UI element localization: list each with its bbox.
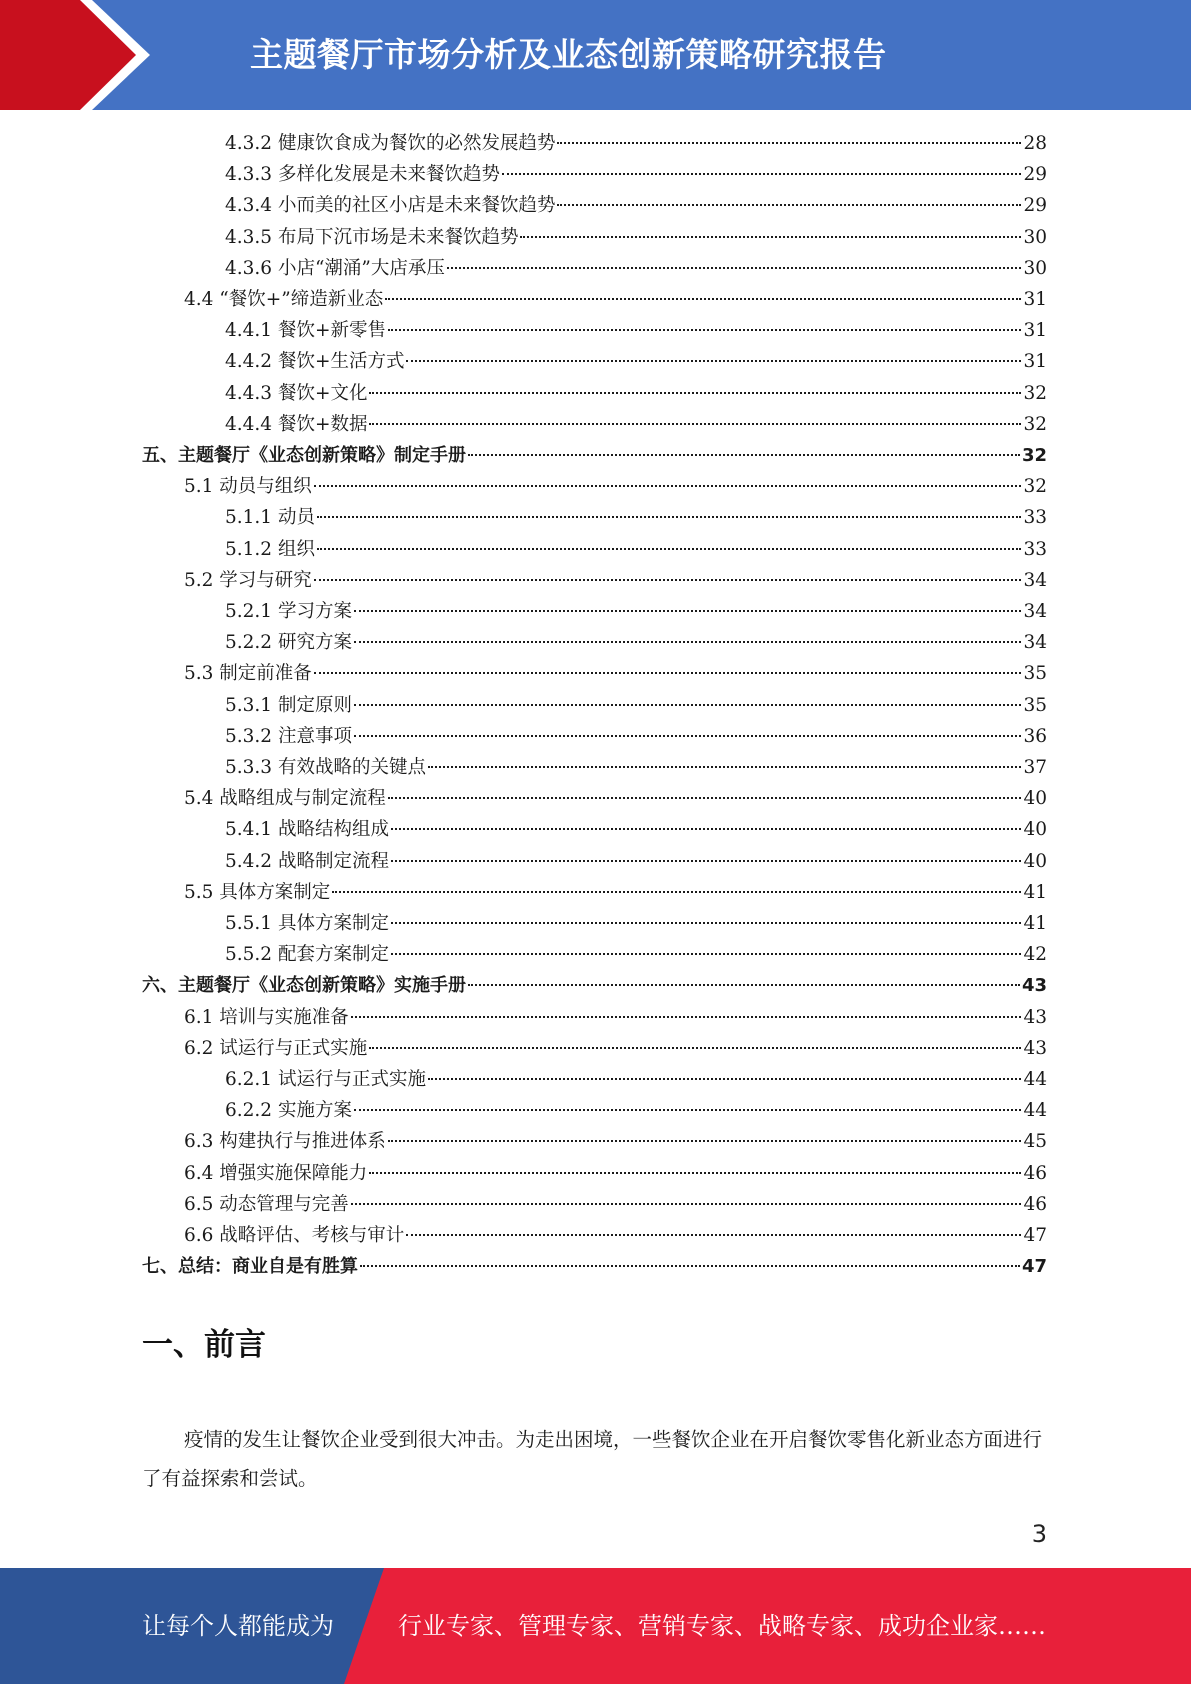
toc-entry-page: 40 <box>1023 788 1047 810</box>
toc-entry-label: 4.3.2 健康饮食成为餐饮的必然发展趋势 <box>225 133 556 154</box>
toc-entry-page: 34 <box>1023 632 1047 654</box>
toc-entry[interactable] <box>225 346 1047 377</box>
toc-entry[interactable] <box>184 658 1047 689</box>
toc-entry[interactable] <box>225 534 1047 565</box>
toc-entry-label: 5.4 战略组成与制定流程 <box>184 788 386 810</box>
toc-entry-label: 6.2.2 实施方案 <box>225 1100 352 1122</box>
toc-entry-label: 6.4 增强实施保障能力 <box>184 1162 368 1184</box>
toc-entry-page: 47 <box>1021 1256 1047 1278</box>
toc-dot-leader <box>406 360 1021 362</box>
toc-dot-leader <box>317 516 1022 518</box>
toc-dot-leader <box>468 984 1020 986</box>
toc-entry[interactable] <box>225 315 1047 346</box>
toc-entry[interactable] <box>225 190 1047 221</box>
toc-dot-leader <box>317 548 1022 550</box>
toc-entry-page: 44 <box>1023 1100 1047 1122</box>
toc-entry-page: 40 <box>1023 850 1047 872</box>
toc-entry-label: 4.4.1 餐饮+新零售 <box>225 320 386 342</box>
toc-entry-label: 5.1.1 动员 <box>225 507 315 529</box>
toc-dot-leader <box>351 1016 1022 1018</box>
page-header <box>0 0 1191 110</box>
toc-dot-leader <box>502 173 1021 175</box>
toc-entry[interactable] <box>225 222 1047 253</box>
document-title: 主题餐厅市场分析及业态创新策略研究报告 <box>250 35 887 74</box>
toc-dot-leader <box>360 1265 1020 1267</box>
toc-entry-label: 6.5 动态管理与完善 <box>184 1193 349 1215</box>
toc-entry[interactable] <box>225 627 1047 658</box>
page-number: 3 <box>1031 1520 1047 1548</box>
footer-slogan-left: 让每个人都能成为 <box>142 1612 334 1640</box>
toc-entry-label: 6.1 培训与实施准备 <box>184 1006 349 1028</box>
toc-entry-page: 32 <box>1023 413 1047 435</box>
toc-entry-page: 37 <box>1023 757 1047 778</box>
toc-entry-page: 43 <box>1023 1037 1047 1059</box>
toc-entry-label: 6.2 试运行与正式实施 <box>184 1037 368 1059</box>
toc-entry-page: 46 <box>1023 1193 1047 1215</box>
toc-entry-label: 6.2.1 试运行与正式实施 <box>225 1069 426 1090</box>
toc-entry-page: 32 <box>1023 382 1047 404</box>
toc-dot-leader <box>332 891 1021 893</box>
body-paragraph: 疫情的发生让餐饮企业受到很大冲击。为走出困境，一些餐饮企业在开启餐饮零售化新业态方面进行了有益探索和尝试。 <box>142 1428 1043 1490</box>
toc-entry-page: 34 <box>1023 601 1047 622</box>
toc-dot-leader <box>314 485 1022 487</box>
toc-entry-page: 31 <box>1023 351 1047 373</box>
toc-entry-page: 31 <box>1023 320 1047 342</box>
toc-entry[interactable] <box>225 1095 1047 1126</box>
toc-entry[interactable] <box>184 1126 1047 1157</box>
toc-entry-page: 31 <box>1023 289 1047 310</box>
toc-entry-page: 36 <box>1023 725 1047 747</box>
toc-entry[interactable] <box>184 284 1047 315</box>
toc-entry-label: 6.3 构建执行与推进体系 <box>184 1131 386 1153</box>
toc-entry[interactable] <box>184 1033 1047 1064</box>
toc-dot-leader <box>354 735 1022 737</box>
toc-entry[interactable] <box>142 440 1047 471</box>
toc-entry-label: 5.5.1 具体方案制定 <box>225 913 389 934</box>
page-footer <box>0 1568 1191 1684</box>
toc-entry-page: 30 <box>1023 226 1047 248</box>
toc-entry-page: 33 <box>1023 538 1047 560</box>
toc-entry-label: 5.1 动员与组织 <box>184 476 312 498</box>
toc-entry-page: 30 <box>1023 257 1047 279</box>
toc-entry-label: 6.6 战略评估、考核与审计 <box>184 1225 405 1246</box>
header-arrow-decoration <box>0 0 150 110</box>
toc-dot-leader <box>428 1078 1021 1080</box>
toc-entry[interactable] <box>184 877 1047 908</box>
toc-entry-page: 43 <box>1021 975 1047 997</box>
toc-dot-leader <box>391 828 1021 830</box>
toc-entry-label: 5.3.3 有效战略的关键点 <box>225 757 426 778</box>
toc-entry-label: 5.3.2 注意事项 <box>225 725 352 747</box>
toc-entry[interactable] <box>225 409 1047 440</box>
toc-entry[interactable] <box>225 814 1047 845</box>
toc-dot-leader <box>369 1172 1021 1174</box>
toc-entry[interactable] <box>225 721 1047 752</box>
toc-dot-leader <box>428 766 1021 768</box>
toc-entry[interactable] <box>142 1251 1047 1282</box>
toc-entry-page: 40 <box>1023 819 1047 841</box>
toc-entry-page: 29 <box>1023 164 1047 186</box>
toc-dot-leader <box>468 454 1020 456</box>
toc-dot-leader <box>447 267 1022 269</box>
toc-entry-page: 33 <box>1023 507 1047 529</box>
toc-dot-leader <box>520 236 1021 238</box>
toc-entry[interactable] <box>184 1002 1047 1033</box>
toc-dot-leader <box>314 579 1022 581</box>
toc-entry-page: 44 <box>1023 1069 1047 1090</box>
toc-dot-leader <box>391 953 1021 955</box>
toc-dot-leader <box>388 329 1021 331</box>
toc-entry[interactable] <box>225 908 1047 939</box>
toc-entry[interactable] <box>225 159 1047 190</box>
toc-entry-page: 32 <box>1021 445 1047 466</box>
toc-entry-page: 32 <box>1023 476 1047 498</box>
toc-entry-label: 5.2.2 研究方案 <box>225 632 352 654</box>
toc-entry[interactable] <box>184 783 1047 814</box>
toc-entry[interactable] <box>142 970 1047 1001</box>
toc-entry-page: 45 <box>1023 1131 1047 1153</box>
toc-entry[interactable] <box>225 128 1047 159</box>
section-heading: 一、前言 <box>142 1327 266 1363</box>
toc-dot-leader <box>406 1234 1021 1236</box>
toc-dot-leader <box>557 142 1021 144</box>
toc-dot-leader <box>351 1203 1022 1205</box>
toc-dot-leader <box>557 204 1021 206</box>
toc-entry-label: 5.2 学习与研究 <box>184 569 312 591</box>
toc-entry-label: 4.4.4 餐饮+数据 <box>225 413 368 435</box>
toc-entry[interactable] <box>184 1189 1047 1220</box>
toc-entry-label: 4.4 “餐饮+”缔造新业态 <box>184 289 384 310</box>
toc-entry-label: 4.3.3 多样化发展是未来餐饮趋势 <box>225 164 500 186</box>
toc-entry[interactable] <box>225 1064 1047 1095</box>
toc-entry-label: 5.3 制定前准备 <box>184 663 312 685</box>
toc-entry-label: 5.5.2 配套方案制定 <box>225 944 389 966</box>
toc-entry-label: 5.1.2 组织 <box>225 538 315 560</box>
toc-entry[interactable] <box>184 1158 1047 1189</box>
toc-entry[interactable] <box>225 253 1047 284</box>
toc-dot-leader <box>369 423 1021 425</box>
toc-dot-leader <box>385 298 1021 300</box>
toc-entry-label: 4.4.3 餐饮+文化 <box>225 382 368 404</box>
toc-entry[interactable] <box>225 846 1047 877</box>
toc-entry-label: 六、主题餐厅《业态创新策略》实施手册 <box>142 975 466 997</box>
toc-entry-label: 七、总结：商业自是有胜算 <box>142 1256 358 1278</box>
toc-entry-label: 5.4.1 战略结构组成 <box>225 819 389 841</box>
toc-entry-label: 5.2.1 学习方案 <box>225 601 352 622</box>
toc-entry[interactable] <box>184 1220 1047 1251</box>
toc-entry-page: 35 <box>1023 694 1047 716</box>
toc-entry-label: 5.5 具体方案制定 <box>184 881 331 903</box>
toc-entry-label: 4.3.5 布局下沉市场是未来餐饮趋势 <box>225 226 519 248</box>
toc-dot-leader <box>369 392 1021 394</box>
toc-entry-page: 43 <box>1023 1006 1047 1028</box>
toc-entry[interactable] <box>225 596 1047 627</box>
toc-entry[interactable] <box>225 939 1047 970</box>
toc-dot-leader <box>369 1047 1021 1049</box>
toc-entry-label: 4.3.6 小店“潮涌”大店承压 <box>225 257 445 279</box>
toc-dot-leader <box>388 1140 1022 1142</box>
toc-entry[interactable] <box>184 565 1047 596</box>
toc-entry-label: 五、主题餐厅《业态创新策略》制定手册 <box>142 445 466 466</box>
toc-dot-leader <box>354 704 1022 706</box>
toc-entry[interactable] <box>184 471 1047 502</box>
toc-entry-page: 46 <box>1023 1162 1047 1184</box>
toc-entry-page: 34 <box>1023 569 1047 591</box>
toc-dot-leader <box>354 610 1022 612</box>
toc-entry[interactable] <box>225 378 1047 409</box>
toc-entry-page: 42 <box>1023 944 1047 966</box>
toc-entry-page: 47 <box>1023 1225 1047 1246</box>
toc-entry[interactable] <box>225 752 1047 783</box>
toc-entry-label: 4.4.2 餐饮+生活方式 <box>225 351 405 373</box>
toc-dot-leader <box>354 1109 1022 1111</box>
toc-entry[interactable] <box>225 502 1047 533</box>
toc-entry[interactable] <box>225 690 1047 721</box>
toc-entry-page: 41 <box>1023 913 1047 934</box>
toc-dot-leader <box>391 922 1021 924</box>
toc-dot-leader <box>314 672 1022 674</box>
toc-entry-page: 41 <box>1023 881 1047 903</box>
toc-dot-leader <box>388 797 1022 799</box>
toc-entry-label: 4.3.4 小而美的社区小店是未来餐饮趋势 <box>225 195 556 217</box>
toc-entry-label: 5.4.2 战略制定流程 <box>225 850 389 872</box>
toc-entry-page: 35 <box>1023 663 1047 685</box>
toc-dot-leader <box>354 641 1022 643</box>
footer-slogan-right: 行业专家、管理专家、营销专家、战略专家、成功企业家…… <box>398 1612 1046 1640</box>
toc-entry-label: 5.3.1 制定原则 <box>225 694 352 716</box>
toc-entry-page: 28 <box>1023 133 1047 154</box>
toc-entry-page: 29 <box>1023 195 1047 217</box>
toc-dot-leader <box>391 860 1021 862</box>
